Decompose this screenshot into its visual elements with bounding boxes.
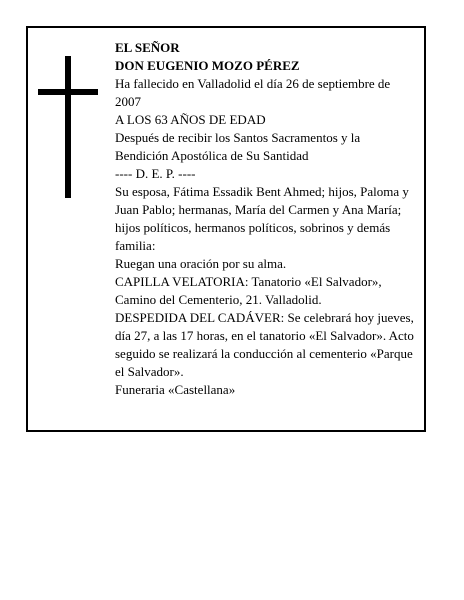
death-info: Ha fallecido en Valladolid el día 26 de septiembre de 2007 — [115, 76, 391, 109]
prayer-line: Ruegan una oración por su alma. — [115, 256, 287, 271]
rip-line: ---- D. E. P. ---- — [115, 166, 196, 181]
farewell-line: DESPEDIDA DEL CADÁVER: Se celebrará hoy jueves, día 27, a las 17 horas, en el tanatorio «El Salvador». Acto seguido se realizará la conducción al cementerio «Parque el Salvador». — [115, 310, 414, 379]
cross-horizontal-bar — [38, 89, 98, 95]
obituary-notice — [26, 26, 426, 432]
sacraments-line: Después de recibir los Santos Sacramentos y la Bendición Apostólica de Su Santidad — [115, 130, 361, 163]
age-line: A LOS 63 AÑOS DE EDAD — [115, 112, 266, 127]
chapel-line: CAPILLA VELATORIA: Tanatorio «El Salvador», Camino del Cementerio, 21. Valladolid. — [115, 274, 382, 307]
notice-text — [115, 39, 415, 399]
cross-icon — [38, 56, 98, 198]
family-line: Su esposa, Fátima Essadik Bent Ahmed; hijos, Paloma y Juan Pablo; hermanas, María del Carmen y Ana María; hijos políticos, hermanos políticos, sobrinos y demás familia: — [115, 184, 409, 253]
notice-title: EL SEÑOR — [115, 40, 180, 55]
funeral-home-line: Funeraria «Castellana» — [115, 382, 236, 397]
cross-vertical-bar — [65, 56, 71, 198]
deceased-name: DON EUGENIO MOZO PÉREZ — [115, 58, 300, 73]
